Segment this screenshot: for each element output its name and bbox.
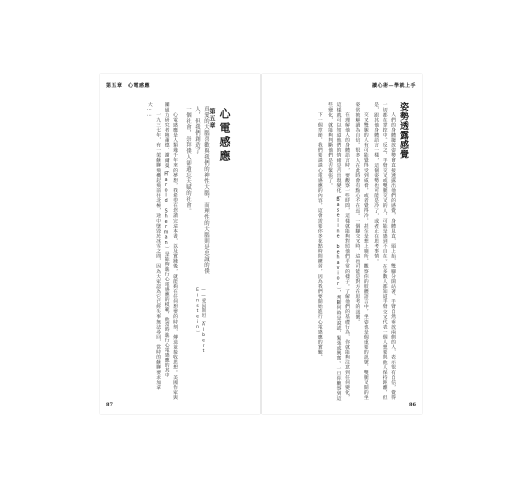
right-running-head: 讀心術—學就上手	[371, 83, 416, 89]
left-body-text	[106, 102, 178, 402]
chapter-title: 心電感應	[218, 108, 231, 164]
epigraph	[185, 106, 210, 284]
left-page	[100, 74, 260, 414]
right-page-number: 86	[409, 402, 416, 408]
chapter-label: 第五章	[208, 108, 215, 129]
paragraph: 在理解他人的身體語言時，要觀察一些時間，這樣就能夠對照他們平常的樣子。了解他們的基礎行為，你就能夠注意到任何變化，這樣就可以知道他們的情緒是否出現變化（Baseline behavior），判斷何時是說謊、緊張或興奮。一旦你觀察到這些變化，就能夠判斷他們是否緊張了。	[327, 102, 349, 401]
paragraph: 心電感應是人類幾千年來的夢想，我希望在您讀完這本書，以及實踐後，就能夠在任何想要的時刻，傳送並接收思想。美國作家與團通力研究者韓蕭德．謝爾曼（Harold Sherman）是能夠進行心電感應的模範，他當時進行心電感應的其中	[163, 102, 177, 400]
left-page-number: 87	[106, 402, 113, 408]
paragraph: 下一個章節，我們要談談心電感應的內容，這會需要你多花點時間練習，因為我們要開始進行心電感應的實驗。	[316, 111, 322, 360]
right-page	[262, 74, 422, 414]
paragraph: 一九三七年，有一架蘇聯飛機起飛前往北極，途中墜毀於冰雪之間，因為大家認為它已經失事無法尋回，當時的蘇聯要求加拿大……	[146, 102, 161, 390]
epigraph-line: 真愛的大腦喜歡與我們的神性大腦，而理性的大腦則是忠誠的僕人，但我們創造了	[194, 106, 209, 274]
section-title: 姿勢透露感覺	[398, 102, 408, 159]
paragraph: 人們的身體擺放姿勢會直接透露出他們的感覺，身體見直，頭上抬，雙腳分開站著、手臂自然垂放兩側的人，表示很有自信，覺得一切都在掌控中。反之，手臂交叉或雙腿交叉的人，可能是感到不自在。在多數人都知道手臂交叉代表一個人想要與他人保持距離，但是，跟其他身體語言一樣，這個姿勢也可能是冷了，或者正在思考事情。	[373, 102, 395, 400]
epigraph-attribution: ——愛因斯坦（Albert Einstein）	[195, 288, 206, 355]
epigraph-line: 一個社會，崇拜僕人卻遺忘天賦的社會。	[185, 106, 191, 214]
left-running-head: 第五章 心電感應	[106, 83, 151, 89]
paragraph: 交叉雙腿的人有可能覺得受到威脅，或者覺得冷，甚至是想上廁所。觀察你的肢體語言中，坐姿也是個重要的訊號，雙腿叉開的坐姿常被解讀為自信。很多人在此時會有點心不在焉。一個腳交叉時，這也可能是對方在思考的訊號。	[354, 102, 368, 400]
right-body-text	[268, 102, 396, 402]
